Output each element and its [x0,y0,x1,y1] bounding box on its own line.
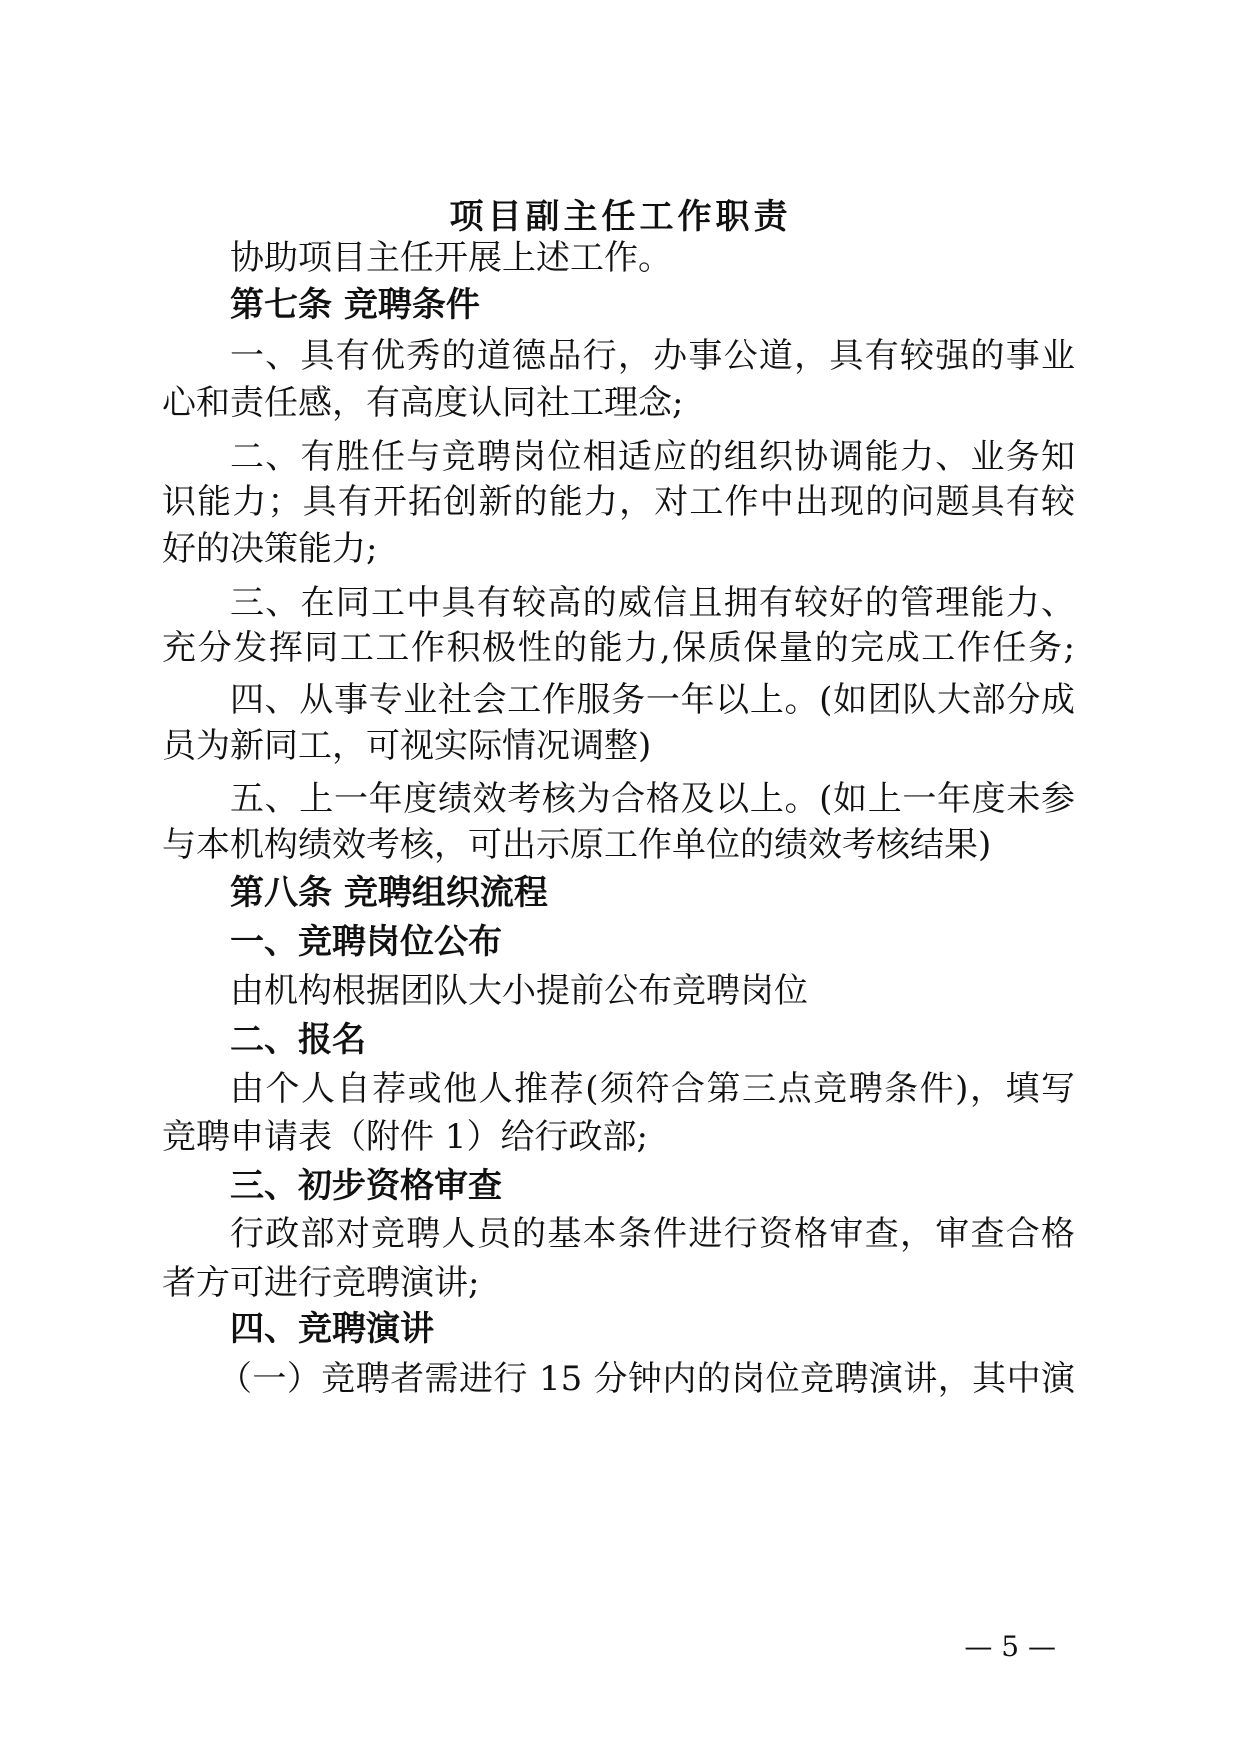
section-title: 项目副主任工作职责 [449,197,792,237]
paragraph-line: 员为新同工，可视实际情况调整) [162,726,652,766]
subsection-heading: 四、竞聘演讲 [230,1309,434,1349]
paragraph-line: 心和责任感，有高度认同社工理念; [162,383,684,423]
paragraph-line: 三、在同工中具有较高的威信且拥有较好的管理能力、 [230,583,1075,623]
subsection-heading: 一、竞聘岗位公布 [230,922,502,962]
article-heading: 第七条 竞聘条件 [230,285,480,325]
paragraph-line: 四、从事专业社会工作服务一年以上。(如团队大部分成 [230,680,1075,720]
paragraph-line: （一）竞聘者需进行 15 分钟内的岗位竞聘演讲，其中演 [218,1359,1075,1399]
article-heading: 第八条 竞聘组织流程 [230,873,548,913]
paragraph-line: 由机构根据团队大小提前公布竞聘岗位 [230,971,808,1011]
paragraph-line: 者方可进行竞聘演讲; [162,1263,480,1303]
paragraph-line: 一、具有优秀的道德品行，办事公道，具有较强的事业 [230,336,1075,376]
paragraph-line: 由个人自荐或他人推荐(须符合第三点竞聘条件)，填写 [230,1069,1075,1109]
paragraph-line: 充分发挥同工工作积极性的能力,保质保量的完成工作任务; [162,628,1075,668]
subsection-heading: 三、初步资格审查 [230,1166,502,1206]
paragraph-line: 二、有胜任与竞聘岗位相适应的组织协调能力、业务知 [230,437,1075,477]
paragraph-line: 协助项目主任开展上述工作。 [230,238,672,278]
subsection-heading: 二、报名 [230,1020,366,1060]
paragraph-line: 行政部对竞聘人员的基本条件进行资格审查，审查合格 [230,1214,1075,1254]
paragraph-line: 与本机构绩效考核，可出示原工作单位的绩效考核结果) [162,825,992,865]
paragraph-line: 五、上一年度绩效考核为合格及以上。(如上一年度未参 [230,779,1075,819]
paragraph-line: 竞聘申请表（附件 1）给行政部; [162,1117,648,1157]
paragraph-line: 好的决策能力; [162,529,378,569]
paragraph-line: 识能力；具有开拓创新的能力，对工作中出现的问题具有较 [162,482,1075,522]
page-number: — 5 — [964,1630,1056,1663]
